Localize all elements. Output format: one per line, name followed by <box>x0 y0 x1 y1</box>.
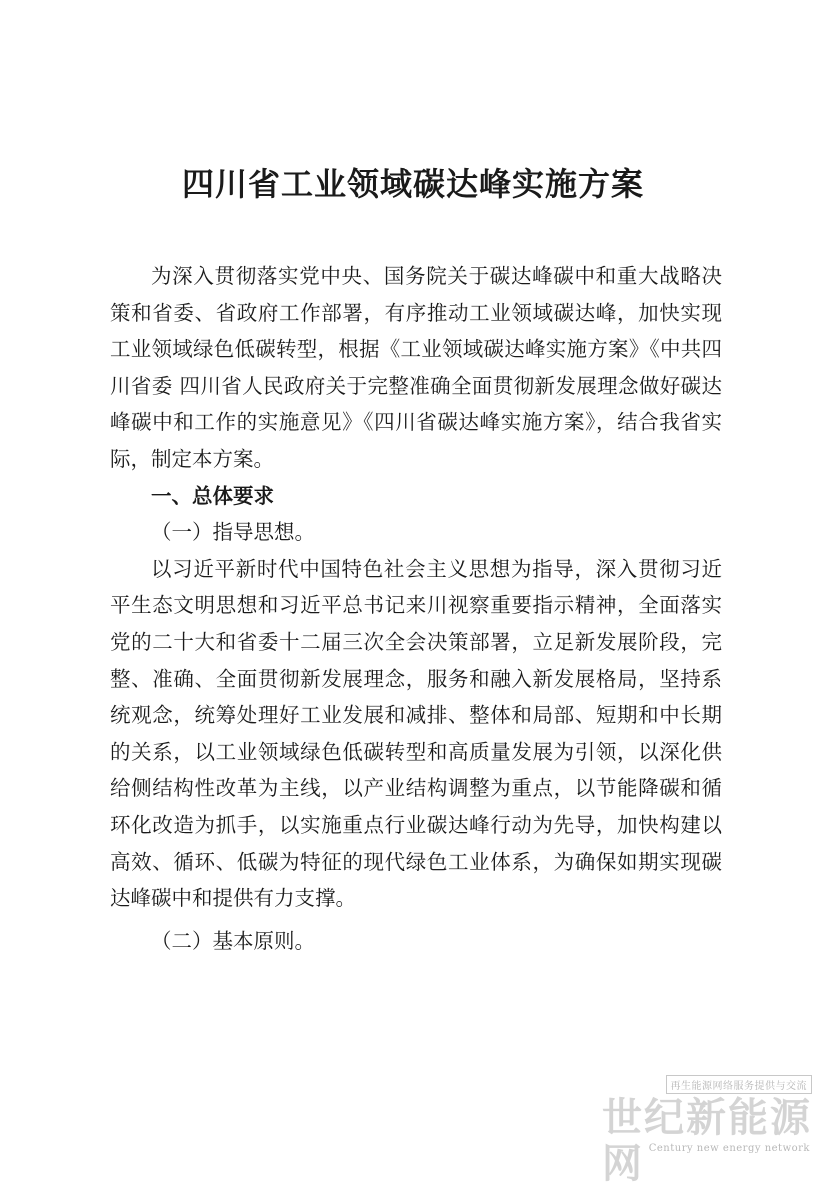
watermark-logo <box>602 1075 812 1187</box>
guiding-paragraph: 以习近平新时代中国特色社会主义思想为指导，深入贯彻习近平生态文明思想和习近平总书记来川视察重要指示精神，全面落实党的二十大和省委十二届三次全会决策部署，立足新发展阶段，完整、准确、全面贯彻新发展理念，服务和融入新发展格局，坚持系统观念，统筹处理好工业发展和减排、整体和局部、短期和中长期的关系，以工业领域绿色低碳转型和高质量发展为引领，以深化供给侧结构性改革为主线，以产业结构调整为重点，以节能降碳和循环化改造为抓手，以实施重点行业碳达峰行动为先导，加快构建以高效、循环、低碳为特征的现代绿色工业体系，为确保如期实现碳达峰碳中和提供有力支撑。 <box>110 556 722 911</box>
watermark-sub-text: Century new energy network <box>648 1143 810 1154</box>
intro-paragraph: 为深入贯彻落实党中央、国务院关于碳达峰碳中和重大战略决策和省委、省政府工作部署，有序推动工业领域碳达峰，加快实现工业领域绿色低碳转型，根据《工业领域碳达峰实施方案》《中共四川省委 四川省人民政府关于完整准确全面贯彻新发展理念做好碳达峰碳中和工作的实施意见》《四川省碳达峰实施方案》，结合我省实际，制定本方案。 <box>110 264 722 471</box>
subsection-2-heading: （二）基本原则。 <box>151 928 315 953</box>
document-title: 四川省工业领域碳达峰实施方案 <box>181 165 644 203</box>
watermark-top-text: 再生能源网络服务提供与交流 <box>666 1075 813 1094</box>
section-1-heading: 一、总体要求 <box>151 483 274 508</box>
watermark-main-text: 世纪新能源网 <box>602 1095 812 1187</box>
subsection-1-heading: （一）指导思想。 <box>151 520 315 545</box>
document-body <box>110 258 722 959</box>
